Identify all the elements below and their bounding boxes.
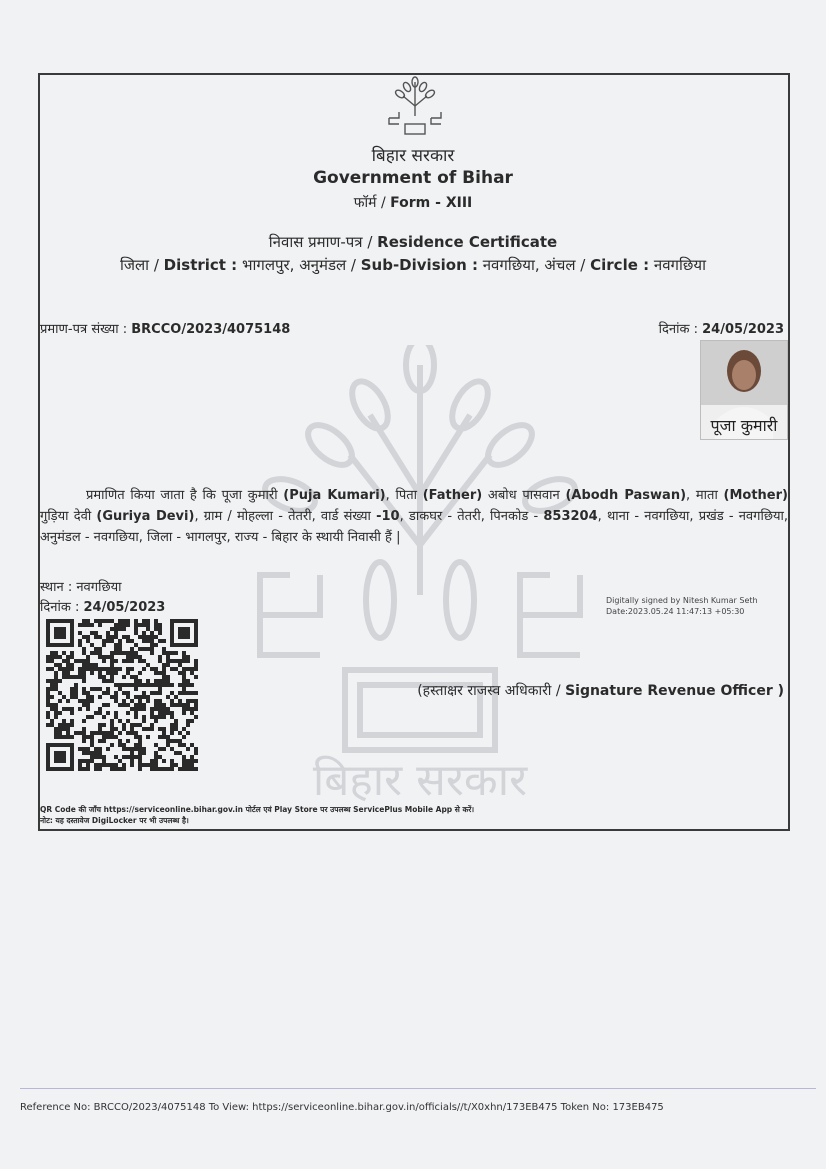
header-english-title: Government of Bihar [313,168,513,188]
header-hindi-title: बिहार सरकार [371,146,455,166]
footer-date: दिनांक : 24/05/2023 [40,600,166,615]
certificate-body: प्रमाणित किया जाता है कि पूजा कुमारी (Puja Kumari), पिता (Father) अबोध पासवान (Abodh Paswan), माता (Mother) गुड़िया देवी (Guriya Devi), ग्राम / मोहल्ला - तेतरी, वार्ड संख्या -10, डाकघर - तेतरी, पिनकोड - 853204, थाना - नवगछिया, प्रखंड - नवगछिया, अनुमंडल - नवगछिया, जिला - भागलपुर, राज्य - बिहार के स्थायी निवासी हैं | [40,488,788,545]
watermark-text: बिहार सरकार [312,755,528,805]
bihar-emblem-watermark [250,345,590,805]
digital-signature-name: Digitally signed by Nitesh Kumar Seth [606,596,758,605]
applicant-photo [700,340,788,440]
footer-divider [20,1088,816,1089]
bihar-emblem-logo [385,76,445,136]
reference-line: Reference No: BRCCO/2023/4075148 To View: https://serviceonline.bihar.gov.in/officials//t/X0xhn/173EB475 Token No: 173EB475 [20,1102,664,1113]
qr-code[interactable] [46,619,198,771]
digital-signature-stamp [606,595,758,617]
form-number: फॉर्म / Form - XIII [353,195,473,211]
issue-date: दिनांक : 24/05/2023 [658,322,784,337]
district-line: जिला / District : भागलपुर, अनुमंडल / Sub-Division : नवगछिया, अंचल / Circle : नवगछिया [120,256,706,274]
applicant-portrait [701,341,787,439]
revenue-officer-signature: (हस्ताक्षर राजस्व अधिकारी / Signature Revenue Officer ) [417,683,784,699]
qr-verification-note: QR Code की जाँच https://serviceonline.bihar.gov.in पोर्टल एवं Play Store पर उपलब्ध ServicePlus Mobile App से करें। नोट: यह दस्तावेज DigiLocker पर भी उपलब्ध है। [40,805,475,825]
place-label: स्थान : नवगछिया [40,580,122,595]
photo-signature: पूजा कुमारी [710,416,778,435]
digital-signature-date: Date:2023.05.24 11:47:13 +05:30 [606,607,745,616]
certificate-number: प्रमाण-पत्र संख्या : BRCCO/2023/4075148 [40,322,291,337]
certificate-title: निवास प्रमाण-पत्र / Residence Certificate [268,233,558,251]
